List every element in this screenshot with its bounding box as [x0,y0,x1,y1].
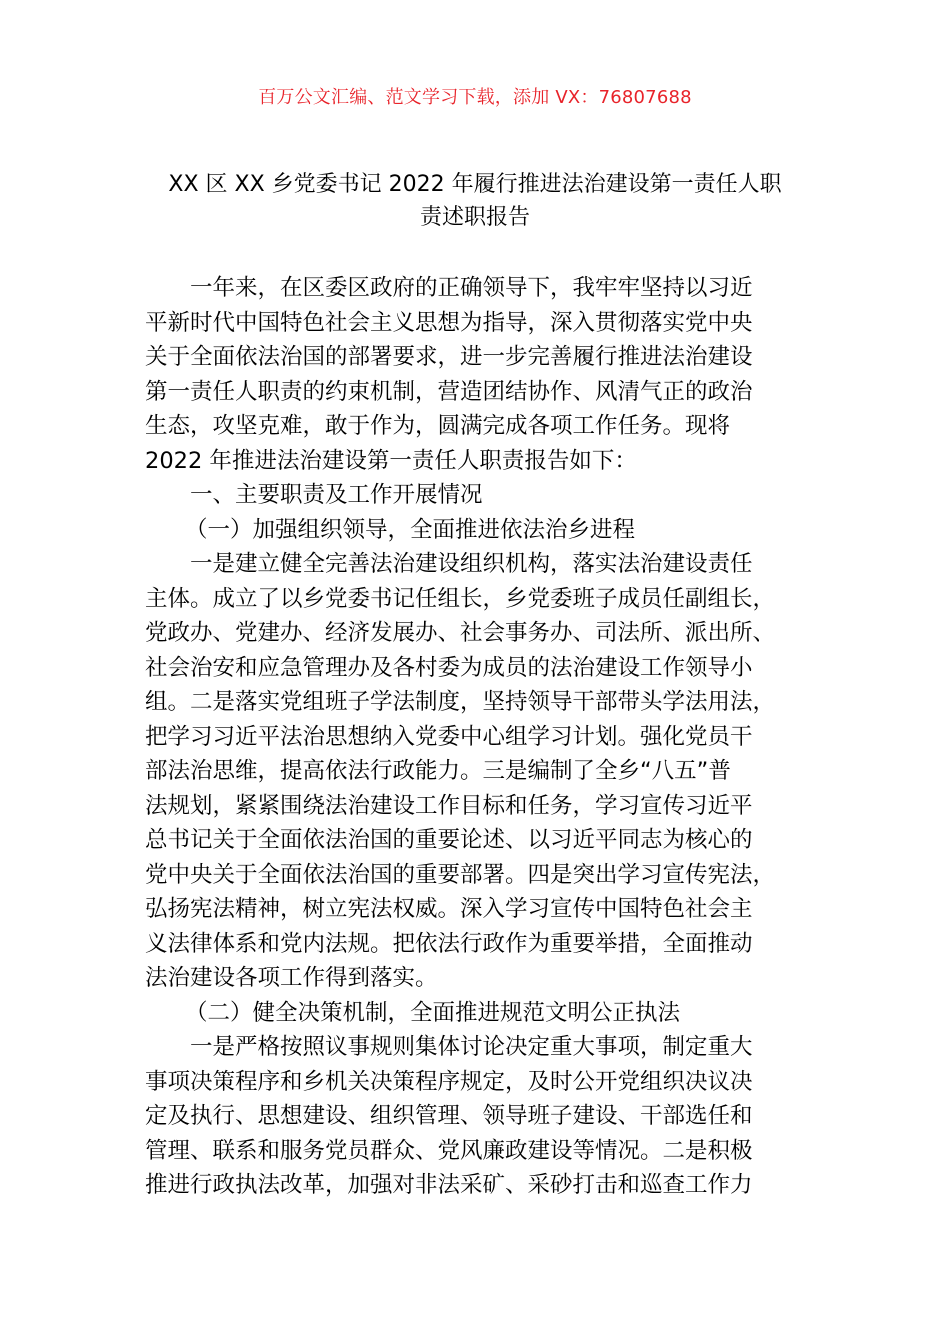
promo-banner: 百万公文汇编、范文学习下载，添加 VX：76807688 [258,87,692,108]
body-line: 社会治安和应急管理办及各村委为成员的法治建设工作领导小 [145,655,753,681]
body-line: 2022 年推进法治建设第一责任人职责报告如下： [145,448,637,474]
body-line: 推进行政执法改革，加强对非法采矿、采砂打击和巡查工作力 [145,1172,753,1198]
body-line: 生态，攻坚克难，敢于作为，圆满完成各项工作任务。现将 [145,413,731,439]
document-title-line-2: 责述职报告 [419,205,530,230]
body-line: 一是严格按照议事规则集体讨论决定重大事项，制定重大 [190,1034,753,1060]
body-line: 总书记关于全面依法治国的重要论述、以习近平同志为核心的 [145,827,753,853]
body-line: 主体。成立了以乡党委书记任组长，乡党委班子成员任副组长， [145,586,776,612]
body-line: 第一责任人职责的约束机制，营造团结协作、风清气正的政治 [145,379,753,405]
subsection-heading: （二）健全决策机制，全面推进规范文明公正执法 [185,1000,681,1026]
body-line: 管理、联系和服务党员群众、党风廉政建设等情况。二是积极 [145,1138,753,1164]
body-line: 义法律体系和党内法规。把依法行政作为重要举措，全面推动 [145,931,753,957]
document-title-line-1: XX 区 XX 乡党委书记 2022 年履行推进法治建设第一责任人职 [168,172,782,197]
body-line: 平新时代中国特色社会主义思想为指导，深入贯彻落实党中央 [145,310,753,336]
body-line: 部法治思维，提高依法行政能力。三是编制了全乡“八五”普 [145,758,731,784]
body-line: 党政办、党建办、经济发展办、社会事务办、司法所、派出所、 [145,620,776,646]
body-line: 把学习习近平法治思想纳入党委中心组学习计划。强化党员干 [145,724,753,750]
body-line: 法规划，紧紧围绕法治建设工作目标和任务，学习宣传习近平 [145,793,753,819]
section-heading: 一、主要职责及工作开展情况 [190,482,483,508]
body-line: 法治建设各项工作得到落实。 [145,965,438,991]
body-line: 事项决策程序和乡机关决策程序规定，及时公开党组织决议决 [145,1069,753,1095]
body-line: 党中央关于全面依法治国的重要部署。四是突出学习宣传宪法， [145,862,776,888]
subsection-heading: （一）加强组织领导，全面推进依法治乡进程 [185,517,636,543]
body-line: 一年来，在区委区政府的正确领导下，我牢牢坚持以习近 [190,275,753,301]
body-line: 弘扬宪法精神，树立宪法权威。深入学习宣传中国特色社会主 [145,896,753,922]
body-line: 定及执行、思想建设、组织管理、领导班子建设、干部选任和 [145,1103,753,1129]
body-line: 关于全面依法治国的部署要求，进一步完善履行推进法治建设 [145,344,753,370]
body-line: 组。二是落实党组班子学法制度，坚持领导干部带头学法用法， [145,689,776,715]
body-line: 一是建立健全完善法治建设组织机构，落实法治建设责任 [190,551,753,577]
